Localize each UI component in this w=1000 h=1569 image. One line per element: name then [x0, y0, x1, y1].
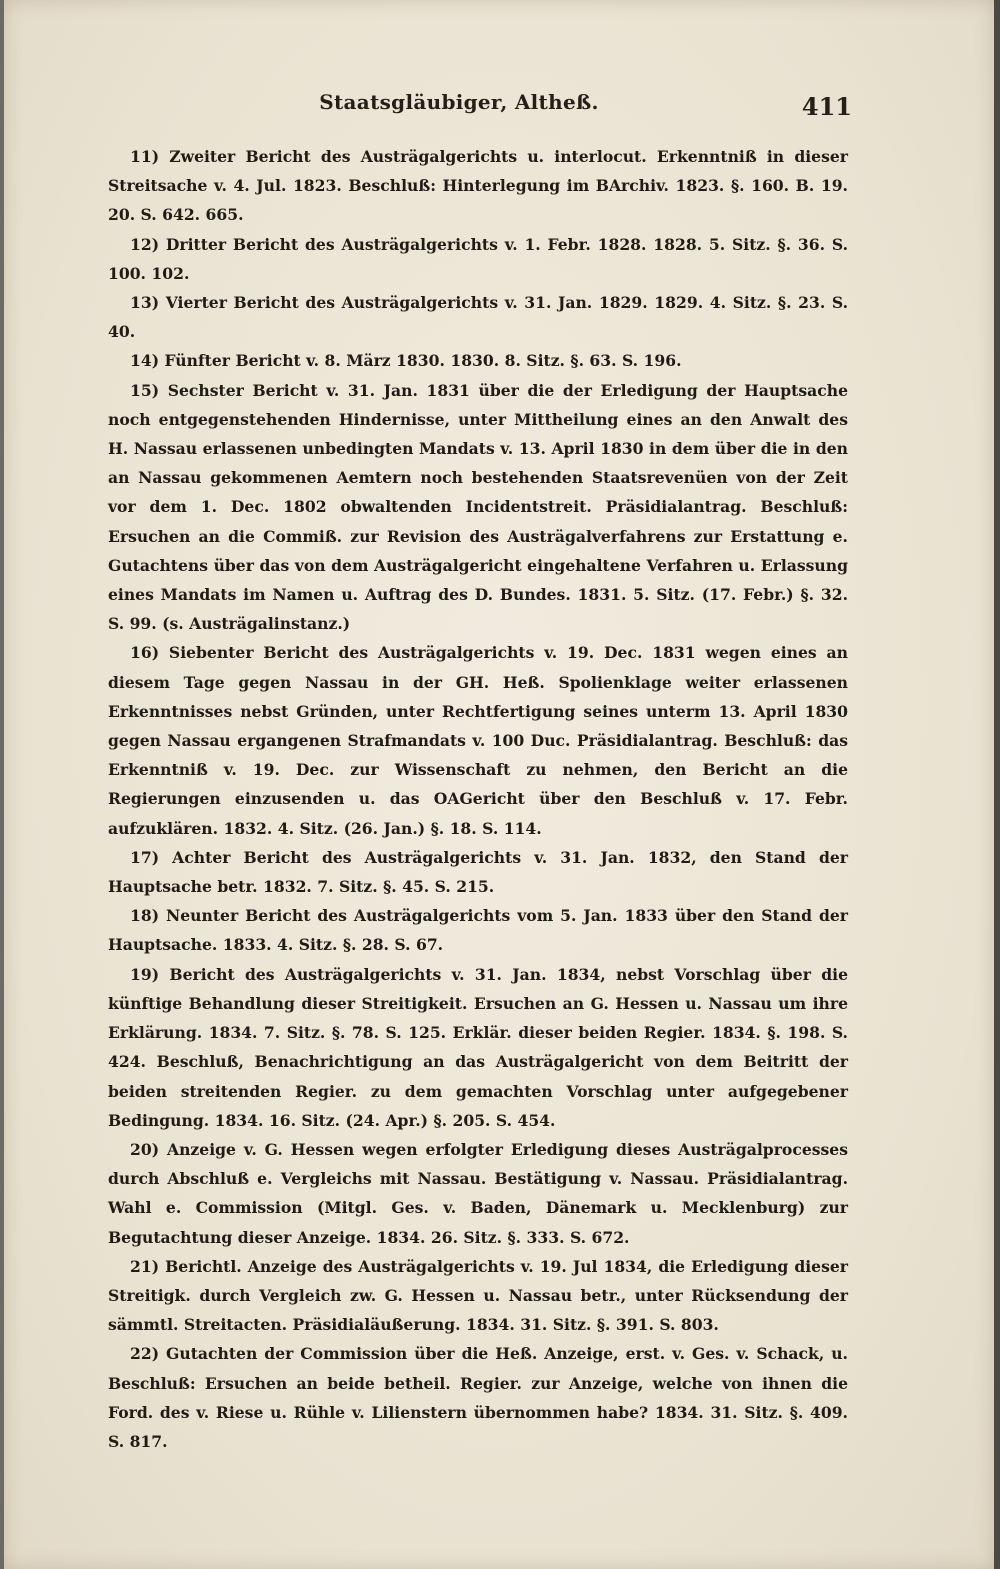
page-header [4, 90, 994, 130]
entry-13: 13) Vierter Bericht des Austrägalgerichts v. 31. Jan. 1829. 1829. 4. Sitz. §. 23. S. 40. [108, 293, 848, 342]
entry-15: 15) Sechster Bericht v. 31. Jan. 1831 über die der Erledigung der Hauptsache noch entgegenstehenden Hindernisse, unter Mittheilung eines an den Anwalt des H. Nassau erlassenen unbedingten Mandats v. 13. April 1830 in dem über die in den an Nassau gekommenen Aemtern noch bestehenden Staatsrevenüen von der Zeit vor dem 1. Dec. 1802 obwaltenden Incidentstreit. Präsidialantrag. Beschluß: Ersuchen an die Commiß. zur Revision des Austrägalverfahrens zur Erstattung e. Gutachtens über das von dem Austrägalgericht eingehaltene Verfahren u. Erlassung eines Mandats im Namen u. Auftrag des D. Bundes. 1831. 5. Sitz. (17. Febr.) §. 32. S. 99. (s. Austrägalinstanz.) [108, 380, 848, 634]
entry-18: 18) Neunter Bericht des Austrägalgerichts vom 5. Jan. 1833 über den Stand der Hauptsache. 1833. 4. Sitz. §. 28. S. 67. [108, 906, 848, 955]
entry-11: 11) Zweiter Bericht des Austrägalgerichts u. interlocut. Erkenntniß in dieser Streitsache v. 4. Jul. 1823. Beschluß: Hinterlegung im BArchiv. 1823. §. 160. B. 19. 20. S. 642. 665. [108, 147, 848, 225]
entry-14: 14) Fünfter Bericht v. 8. März 1830. 1830. 8. Sitz. §. 63. S. 196. [130, 351, 682, 371]
entry-20: 20) Anzeige v. G. Hessen wegen erfolgter Erledigung dieses Austrägalprocesses durch Abschluß e. Vergleichs mit Nassau. Bestätigung v. Nassau. Präsidialantrag. Wahl e. Commission (Mitgl. Ges. v. Baden, Dänemark u. Mecklenburg) zur Begutachtung dieser Anzeige. 1834. 26. Sitz. §. 333. S. 672. [108, 1139, 848, 1247]
entry-22: 22) Gutachten der Commission über die Heß. Anzeige, erst. v. Ges. v. Schack, u. Beschluß: Ersuchen an beide betheil. Regier. zur Anzeige, welche von ihnen die Ford. des v. Riese u. Rühle v. Lilienstern übernommen habe? 1834. 31. Sitz. §. 409. S. 817. [108, 1344, 848, 1451]
page-number: 411 [801, 92, 852, 121]
entry-16: 16) Siebenter Bericht des Austrägalgerichts v. 19. Dec. 1831 wegen eines an diesem Tage gegen Nassau in der GH. Heß. Spolienklage weiter erlassenen Erkenntnisses nebst Gründen, unter Rechtfertigung seines unterm 13. April 1830 gegen Nassau ergangenen Strafmandats v. 100 Duc. Präsidialantrag. Beschluß: das Erkenntniß v. 19. Dec. zur Wissenschaft zu nehmen, den Bericht an die Regierungen einzusenden u. das OAGericht über den Beschluß v. 17. Febr. aufzuklären. 1832. 4. Sitz. (26. Jan.) §. 18. S. 114. [108, 643, 848, 838]
entry-21: 21) Berichtl. Anzeige des Austrägalgerichts v. 19. Jul 1834, die Erledigung dieser Streitigk. durch Vergleich zw. G. Hessen u. Nassau betr., unter Rücksendung der sämmtl. Streitacten. Präsidialäußerung. 1834. 31. Sitz. §. 391. S. 803. [108, 1256, 848, 1335]
running-head: Staatsgläubiger, Altheß. [319, 90, 599, 114]
page-edge [994, 0, 1000, 1569]
entry-12: 12) Dritter Bericht des Austrägalgerichts v. 1. Febr. 1828. 1828. 5. Sitz. §. 36. S. 100. 102. [108, 234, 848, 283]
document-page [4, 0, 994, 1569]
entry-17: 17) Achter Bericht des Austrägalgerichts v. 31. Jan. 1832, den Stand der Hauptsache betr. 1832. 7. Sitz. §. 45. S. 215. [108, 847, 848, 897]
body-text [108, 142, 848, 1456]
entry-19: 19) Bericht des Austrägalgerichts v. 31. Jan. 1834, nebst Vorschlag über die künftige Behandlung dieser Streitigkeit. Ersuchen an G. Hessen u. Nassau um ihre Erklärung. 1834. 7. Sitz. §. 78. S. 125. Erklär. dieser beiden Regier. 1834. §. 198. S. 424. Beschluß, Benachrichtigung an das Austrägalgericht von dem Beitritt der beiden streitenden Regier. zu dem gemachten Vorschlag unter aufgegebener Bedingung. 1834. 16. Sitz. (24. Apr.) §. 205. S. 454. [108, 964, 848, 1130]
